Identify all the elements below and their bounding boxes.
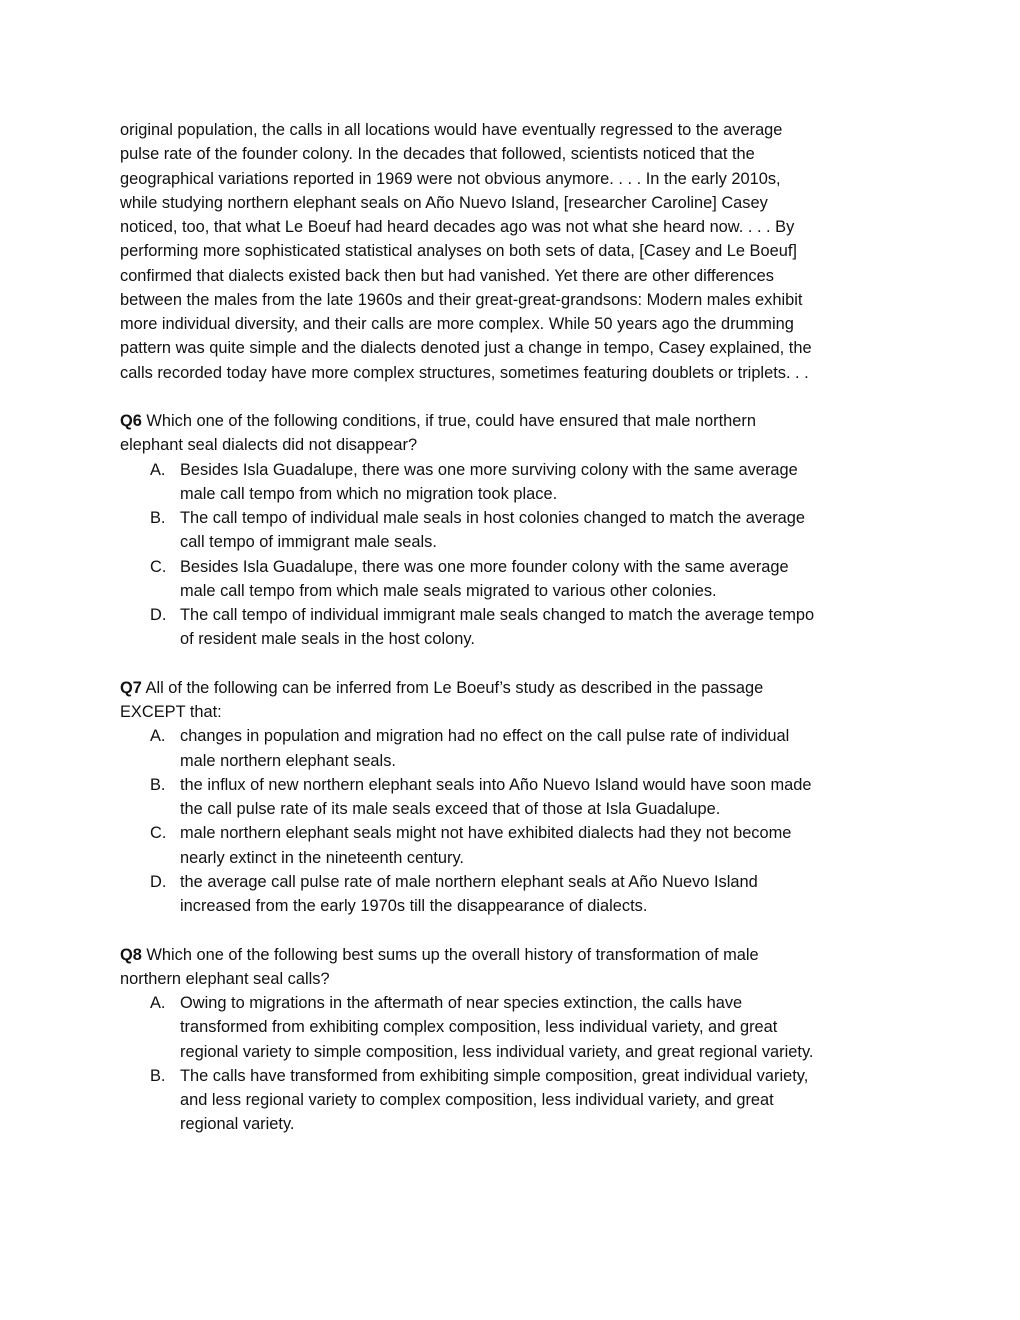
blank-line	[120, 652, 910, 676]
option-text-line: The call tempo of individual male seals in host colonies changed to match the average	[180, 509, 806, 527]
answer-option-c	[120, 821, 910, 870]
answer-option-b	[120, 773, 910, 822]
passage-line: geographical variations reported in 1969 were not obvious anymore. . . . In the early 2010s,	[120, 169, 781, 188]
answer-option-c	[120, 555, 910, 604]
passage-line: confirmed that dialects existed back then but had vanished. Yet there are other differences	[120, 266, 774, 285]
answer-option-b	[120, 506, 910, 555]
question-stem-line	[120, 700, 910, 724]
question-stem-line	[120, 967, 910, 991]
passage-line: noticed, too, that what Le Boeuf had heard decades ago was not what she heard now. . . . By	[120, 218, 795, 236]
question-label: Q7	[120, 678, 142, 697]
question-text: EXCEPT that:	[120, 703, 222, 721]
question-text: Which one of the following best sums up the overall history of transformation of male	[141, 945, 759, 964]
option-text-line: the influx of new northern elephant seals into Año Nuevo Island would have soon made	[180, 775, 812, 794]
option-text-line: regional variety to simple composition, less individual variety, and great regional variety.	[180, 1042, 814, 1061]
answer-option-a	[120, 724, 910, 773]
passage	[120, 118, 910, 385]
option-text-line: call tempo of immigrant male seals.	[180, 533, 437, 552]
answer-option-a	[120, 991, 910, 1064]
option-text-line: of resident male seals in the host colony.	[180, 630, 475, 649]
option-letter: A.	[150, 460, 166, 479]
option-text-line: increased from the early 1970s till the disappearance of dialects.	[180, 897, 648, 915]
option-text-line: nearly extinct in the nineteenth century.	[180, 848, 464, 867]
answer-option-b	[120, 1064, 910, 1137]
option-text-line: the average call pulse rate of male northern elephant seals at Año Nuevo Island	[180, 872, 758, 891]
option-text-line: the call pulse rate of its male seals exceed that of those at Isla Guadalupe.	[180, 800, 721, 818]
passage-line: pulse rate of the founder colony. In the decades that followed, scientists noticed that the	[120, 145, 755, 164]
option-text-line: male northern elephant seals might not have exhibited dialects had they not become	[180, 824, 792, 843]
option-letter: B.	[150, 509, 166, 527]
option-text-line: Besides Isla Guadalupe, there was one more surviving colony with the same average	[180, 460, 798, 479]
question-text: All of the following can be inferred from Le Boeuf’s study as described in the passage	[141, 678, 764, 697]
option-text-line: Besides Isla Guadalupe, there was one more founder colony with the same average	[180, 557, 789, 576]
passage-line: original population, the calls in all locations would have eventually regressed to the average	[120, 121, 783, 139]
option-letter: C.	[150, 557, 167, 576]
option-letter: B.	[150, 1066, 166, 1085]
answer-option-a	[120, 458, 910, 507]
option-text-line: changes in population and migration had no effect on the call pulse rate of individual	[180, 727, 790, 746]
answer-option-d	[120, 603, 910, 652]
passage-line: calls recorded today have more complex structures, sometimes featuring doublets or triplets. . .	[120, 363, 809, 382]
passage-line: performing more sophisticated statistical analyses on both sets of data, [Casey and Le Boeuf]	[120, 242, 797, 261]
questions	[120, 385, 910, 1137]
question-q8	[120, 943, 910, 1137]
option-text-line: and less regional variety to complex composition, less individual variety, and great	[180, 1091, 774, 1109]
question-stem-line	[120, 433, 910, 457]
passage-line: while studying northern elephant seals on Año Nuevo Island, [researcher Caroline] Casey	[120, 193, 768, 212]
document-page	[120, 118, 910, 1137]
question-text: elephant seal dialects did not disappear?	[120, 436, 418, 455]
option-letter: D.	[150, 606, 167, 624]
passage-line: pattern was quite simple and the dialects denoted just a change in tempo, Casey explained, the	[120, 339, 812, 358]
blank-line	[120, 918, 910, 942]
option-text-line: male call tempo from which male seals migrated to various other colonies.	[180, 581, 717, 600]
option-text-line: The call tempo of individual immigrant male seals changed to match the average tempo	[180, 606, 815, 624]
option-text-line: regional variety.	[180, 1115, 295, 1134]
question-q7	[120, 676, 910, 919]
option-letter: B.	[150, 775, 166, 794]
blank-line	[120, 385, 910, 409]
answer-option-d	[120, 870, 910, 919]
option-text-line: male call tempo from which no migration took place.	[180, 484, 558, 503]
option-text-line: transformed from exhibiting complex composition, less individual variety, and great	[180, 1018, 778, 1037]
question-label: Q6	[120, 412, 142, 430]
option-letter: A.	[150, 727, 166, 746]
option-letter: C.	[150, 824, 167, 843]
question-q6	[120, 409, 910, 652]
passage-line: more individual diversity, and their calls are more complex. While 50 years ago the drumming	[120, 315, 794, 333]
option-text-line: Owing to migrations in the aftermath of near species extinction, the calls have	[180, 994, 743, 1012]
question-stem-line	[120, 943, 910, 967]
question-label: Q8	[120, 945, 142, 964]
question-text: northern elephant seal calls?	[120, 969, 330, 988]
option-text-line: male northern elephant seals.	[180, 751, 396, 770]
question-stem-line	[120, 676, 910, 700]
passage-line: between the males from the late 1960s and their great-great-grandsons: Modern males exhibit	[120, 290, 803, 309]
option-letter: D.	[150, 872, 167, 891]
option-text-line: The calls have transformed from exhibiting simple composition, great individual variety,	[180, 1066, 809, 1085]
question-text: Which one of the following conditions, if true, could have ensured that male northern	[141, 412, 756, 430]
option-letter: A.	[150, 994, 166, 1012]
question-stem-line	[120, 409, 910, 433]
